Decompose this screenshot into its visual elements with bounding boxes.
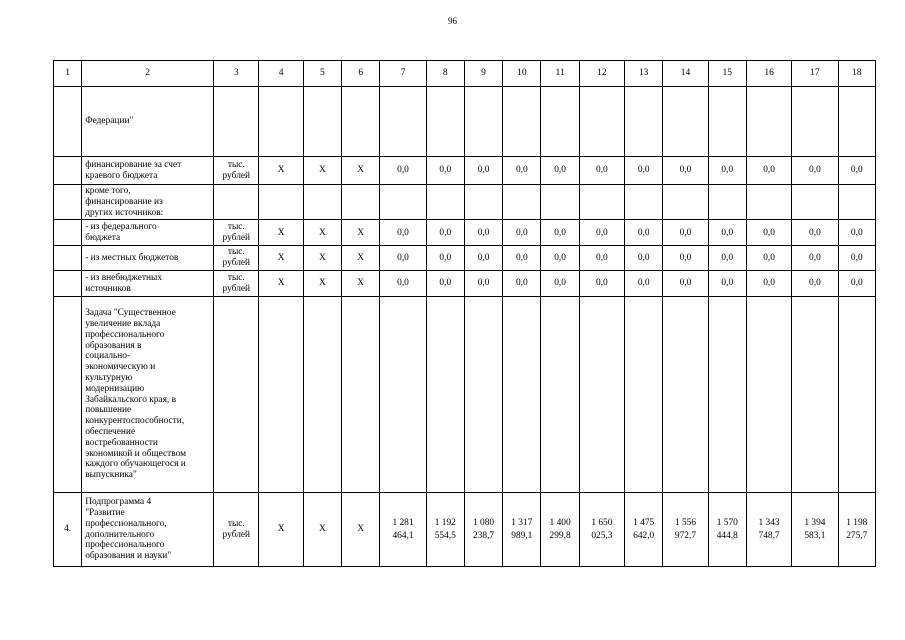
value-cell [663, 87, 708, 157]
row-description: Задача "Существенное увеличение вклада профессионального образования в социально- экономическую и культурную модернизацию Забайкальского края, в повышение конкурентоспособности, обеспечение востребованности экономикой и обществом каждого обучающегося и выпускника" [82, 297, 214, 493]
column-header: 2 [82, 61, 214, 87]
value-cell: 0,0 [708, 246, 746, 271]
mark-cell [342, 87, 380, 157]
value-cell: 0,0 [838, 220, 875, 246]
value-cell: 0,0 [426, 157, 464, 185]
mark-cell [259, 185, 303, 220]
value-cell: 0,0 [579, 220, 624, 246]
value-cell [625, 87, 663, 157]
value-cell [838, 185, 875, 220]
column-header: 3 [214, 61, 259, 87]
value-cell [380, 87, 426, 157]
value-cell: 0,0 [792, 157, 838, 185]
mark-cell: X [259, 246, 303, 271]
value-cell: 0,0 [541, 246, 579, 271]
column-header: 11 [541, 61, 579, 87]
value-cell [625, 185, 663, 220]
mark-cell [259, 87, 303, 157]
value-cell: 0,0 [792, 246, 838, 271]
value-cell: 1 198 275,7 [838, 493, 875, 567]
mark-cell [342, 185, 380, 220]
value-cell [792, 297, 838, 493]
column-header: 15 [708, 61, 746, 87]
value-cell: 0,0 [746, 220, 791, 246]
unit-cell [214, 87, 259, 157]
value-cell: 0,0 [426, 220, 464, 246]
value-cell: 0,0 [625, 246, 663, 271]
column-header: 1 [54, 61, 82, 87]
value-cell: 0,0 [663, 271, 708, 297]
mark-cell: X [303, 493, 341, 567]
mark-cell: X [259, 220, 303, 246]
table-row [54, 157, 876, 185]
row-number [54, 220, 82, 246]
table-row [54, 87, 876, 157]
value-cell: 0,0 [464, 220, 502, 246]
mark-cell: X [259, 157, 303, 185]
column-header: 13 [625, 61, 663, 87]
value-cell: 0,0 [503, 220, 541, 246]
unit-cell: тыс. рублей [214, 271, 259, 297]
mark-cell: X [303, 271, 341, 297]
value-cell: 0,0 [663, 246, 708, 271]
value-cell [792, 87, 838, 157]
value-cell: 1 343 748,7 [746, 493, 791, 567]
value-cell [464, 297, 502, 493]
value-cell: 0,0 [464, 271, 502, 297]
row-number [54, 157, 82, 185]
value-cell: 0,0 [625, 157, 663, 185]
value-cell: 0,0 [579, 157, 624, 185]
mark-cell [303, 185, 341, 220]
value-cell [579, 297, 624, 493]
value-cell: 0,0 [708, 271, 746, 297]
column-header: 12 [579, 61, 624, 87]
value-cell: 1 192 554,5 [426, 493, 464, 567]
value-cell [426, 297, 464, 493]
value-cell: 0,0 [426, 271, 464, 297]
row-number [54, 87, 82, 157]
column-header: 8 [426, 61, 464, 87]
value-cell: 0,0 [838, 157, 875, 185]
unit-cell: тыс. рублей [214, 246, 259, 271]
value-cell [541, 185, 579, 220]
value-cell: 0,0 [541, 220, 579, 246]
value-cell [579, 87, 624, 157]
mark-cell: X [342, 157, 380, 185]
mark-cell: X [342, 220, 380, 246]
value-cell: 0,0 [579, 246, 624, 271]
value-cell: 0,0 [746, 157, 791, 185]
table-row [54, 493, 876, 567]
value-cell [503, 185, 541, 220]
unit-cell: тыс. рублей [214, 220, 259, 246]
row-number [54, 297, 82, 493]
mark-cell: X [342, 493, 380, 567]
unit-cell [214, 185, 259, 220]
value-cell [380, 185, 426, 220]
value-cell [708, 297, 746, 493]
value-cell: 0,0 [838, 246, 875, 271]
value-cell: 1 317 989,1 [503, 493, 541, 567]
value-cell [838, 87, 875, 157]
table-row [54, 271, 876, 297]
row-number: 4. [54, 493, 82, 567]
value-cell: 0,0 [426, 246, 464, 271]
header-row [54, 61, 876, 87]
value-cell: 1 281 464,1 [380, 493, 426, 567]
value-cell [838, 297, 875, 493]
row-number [54, 271, 82, 297]
row-description: - из внебюджетных источников [82, 271, 214, 297]
value-cell [380, 297, 426, 493]
row-description: финансирование за счет краевого бюджета [82, 157, 214, 185]
value-cell: 0,0 [708, 157, 746, 185]
mark-cell: X [303, 246, 341, 271]
value-cell [426, 87, 464, 157]
value-cell [464, 185, 502, 220]
value-cell: 1 475 642,0 [625, 493, 663, 567]
mark-cell: X [303, 157, 341, 185]
table-row [54, 185, 876, 220]
row-number [54, 246, 82, 271]
mark-cell [303, 87, 341, 157]
unit-cell: тыс. рублей [214, 493, 259, 567]
value-cell: 0,0 [464, 246, 502, 271]
value-cell: 1 080 238,7 [464, 493, 502, 567]
value-cell: 0,0 [541, 157, 579, 185]
value-cell: 0,0 [503, 246, 541, 271]
value-cell: 1 650 025,3 [579, 493, 624, 567]
column-header: 17 [792, 61, 838, 87]
value-cell: 0,0 [579, 271, 624, 297]
column-header: 5 [303, 61, 341, 87]
value-cell: 0,0 [663, 157, 708, 185]
unit-cell [214, 297, 259, 493]
page-number: 96 [448, 16, 457, 26]
table-row [54, 246, 876, 271]
column-header: 7 [380, 61, 426, 87]
value-cell [625, 297, 663, 493]
value-cell: 0,0 [625, 220, 663, 246]
value-cell: 0,0 [541, 271, 579, 297]
column-header: 6 [342, 61, 380, 87]
value-cell [746, 185, 791, 220]
value-cell: 0,0 [503, 157, 541, 185]
value-cell [503, 297, 541, 493]
value-cell: 1 394 583,1 [792, 493, 838, 567]
column-header: 16 [746, 61, 791, 87]
row-description: кроме того, финансирование из других источников: [82, 185, 214, 220]
row-number [54, 185, 82, 220]
budget-table [53, 60, 876, 567]
mark-cell [303, 297, 341, 493]
table-row [54, 297, 876, 493]
value-cell: 0,0 [708, 220, 746, 246]
value-cell [579, 185, 624, 220]
mark-cell: X [259, 271, 303, 297]
value-cell [503, 87, 541, 157]
value-cell [708, 185, 746, 220]
row-description: Подпрограмма 4 "Развитие профессионального, дополнительного профессионального образования и науки" [82, 493, 214, 567]
value-cell: 0,0 [663, 220, 708, 246]
value-cell: 0,0 [380, 157, 426, 185]
row-description: Федерации" [82, 87, 214, 157]
mark-cell: X [342, 246, 380, 271]
row-description: - из местных бюджетов [82, 246, 214, 271]
value-cell: 0,0 [838, 271, 875, 297]
value-cell: 0,0 [746, 271, 791, 297]
value-cell [708, 87, 746, 157]
row-description: - из федерального бюджета [82, 220, 214, 246]
value-cell [746, 87, 791, 157]
value-cell: 0,0 [746, 246, 791, 271]
value-cell [663, 297, 708, 493]
column-header: 18 [838, 61, 875, 87]
value-cell [746, 297, 791, 493]
value-cell: 0,0 [625, 271, 663, 297]
value-cell: 0,0 [792, 271, 838, 297]
value-cell [541, 87, 579, 157]
value-cell: 0,0 [380, 271, 426, 297]
value-cell [464, 87, 502, 157]
column-header: 10 [503, 61, 541, 87]
value-cell: 0,0 [380, 220, 426, 246]
mark-cell [342, 297, 380, 493]
column-header: 9 [464, 61, 502, 87]
mark-cell: X [303, 220, 341, 246]
value-cell: 1 570 444,8 [708, 493, 746, 567]
table-row [54, 220, 876, 246]
mark-cell: X [259, 493, 303, 567]
value-cell: 0,0 [464, 157, 502, 185]
column-header: 14 [663, 61, 708, 87]
mark-cell: X [342, 271, 380, 297]
value-cell [663, 185, 708, 220]
column-header: 4 [259, 61, 303, 87]
value-cell: 1 556 972,7 [663, 493, 708, 567]
value-cell: 0,0 [503, 271, 541, 297]
value-cell [792, 185, 838, 220]
value-cell: 0,0 [792, 220, 838, 246]
value-cell: 0,0 [380, 246, 426, 271]
value-cell [426, 185, 464, 220]
mark-cell [259, 297, 303, 493]
unit-cell: тыс. рублей [214, 157, 259, 185]
value-cell [541, 297, 579, 493]
value-cell: 1 400 299,8 [541, 493, 579, 567]
